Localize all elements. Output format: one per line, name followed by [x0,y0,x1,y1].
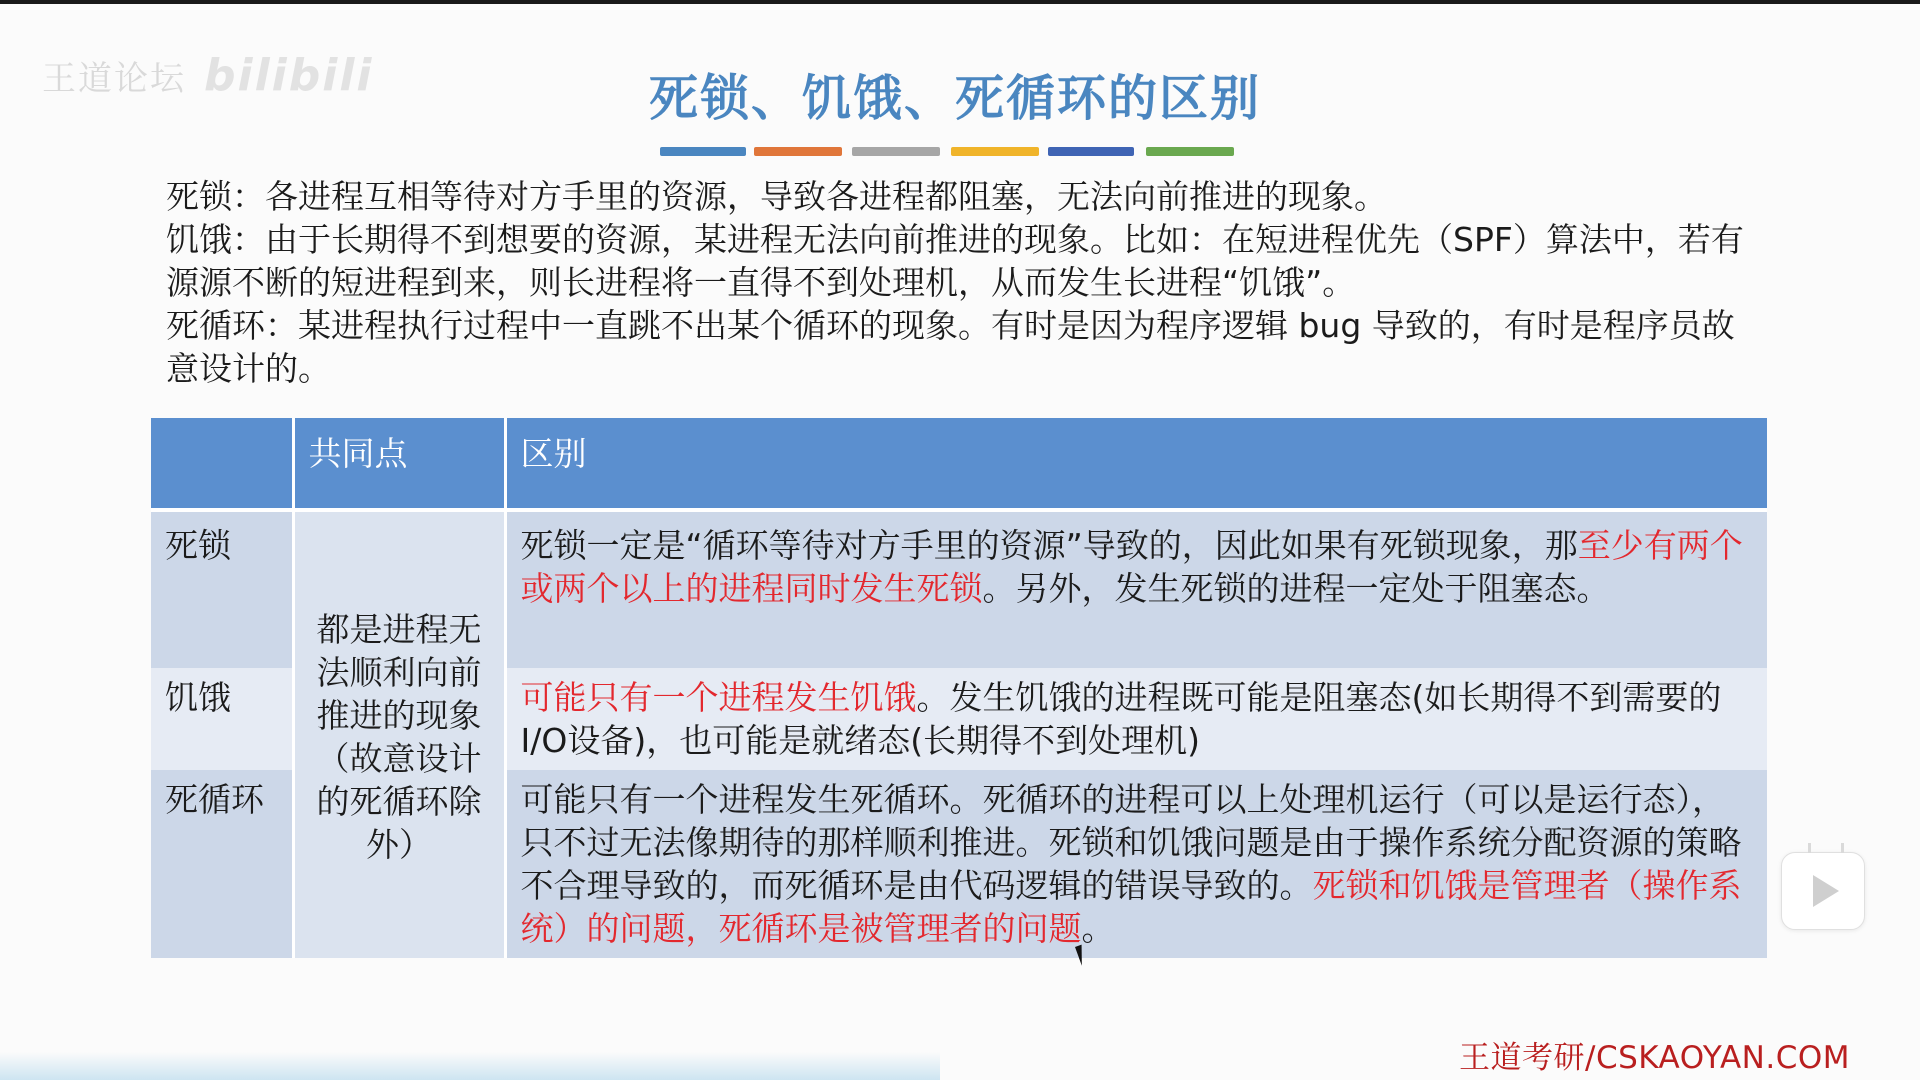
diff-cell-deadlock [505,510,1767,668]
accent-bar-3 [852,147,940,156]
diff-deadlock-highlight: 至少有两个或两个以上的进程同时发生死锁 [520,526,1743,608]
row-label-starvation: 饥饿 [151,668,293,770]
diff-loop-highlight: 死锁和饥饿是管理者（操作系统）的问题，死循环是被管理者的问题 [520,866,1742,948]
row-label-infinite-loop: 死循环 [151,770,293,958]
tv-antenna-icon [1808,843,1844,853]
intro-starvation: 饥饿：由于长期得不到想要的资源，某进程无法向前推进的现象。比如：在短进程优先（SPF）算法中，若有源源不断的短进程到来，则长进程将一直得不到处理机，从而发生长进程“饥饿”。 [166,220,1744,302]
header-blank [151,418,293,510]
intro-text [166,175,1746,390]
table-row-deadlock [151,510,1767,668]
diff-starvation-highlight: 可能只有一个进程发生饥饿 [520,678,917,717]
intro-deadlock: 死锁：各进程互相等待对方手里的资源，导致各进程都阻塞，无法向前推进的现象。 [166,177,1387,216]
diff-cell-infinite-loop [505,770,1767,958]
footer-brand: 王道考研/CSKAOYAN.COM [1459,1040,1850,1076]
accent-bar-2 [754,147,842,156]
intro-infinite-loop: 死循环：某进程执行过程中一直跳不出某个循环的现象。有时是因为程序逻辑 bug 导致的，有时是程序员故意设计的。 [166,306,1735,388]
slide-title: 死锁、饥饿、死循环的区别 [648,70,1261,127]
accent-bar-6 [1146,147,1234,156]
diff-cell-starvation [505,668,1767,770]
watermark-brand: 王道论坛 [42,59,186,99]
accent-bar-4 [951,147,1039,156]
diff-loop-text-a: 可能只有一个进程发生死循环。死循环的进程可以上处理机运行（可以是运行态），只不过无法像期待的那样顺利推进。死锁和饥饿问题是由于操作系统分配资源的策略不合理导致的，而死循环是由代码逻辑的错误导致的。 [520,780,1742,905]
accent-bar-1 [660,147,746,156]
diff-loop-text-b: 。 [1081,909,1115,948]
header-diff: 区别 [505,418,1767,510]
diff-deadlock-text-a: 死锁一定是“循环等待对方手里的资源”导致的，因此如果有死锁现象，那 [520,526,1578,565]
bilibili-logo: bilibili [204,50,374,101]
play-button[interactable] [1781,852,1865,930]
play-icon [1813,875,1839,907]
accent-bar-5 [1048,147,1134,156]
top-strip [0,0,1920,4]
comparison-table [151,418,1767,958]
common-cell: 都是进程无法顺利向前推进的现象（故意设计的死循环除外） [293,510,505,958]
row-label-deadlock: 死锁 [151,510,293,668]
table-header-row [151,418,1767,510]
diff-starvation-text: 。发生饥饿的进程既可能是阻塞态(如长期得不到需要的I/O设备)，也可能是就绪态(长期得不到处理机) [520,678,1722,760]
bottom-wave-decoration [0,1052,940,1080]
header-common: 共同点 [293,418,505,510]
diff-deadlock-text-b: 。另外，发生死锁的进程一定处于阻塞态。 [982,569,1610,608]
